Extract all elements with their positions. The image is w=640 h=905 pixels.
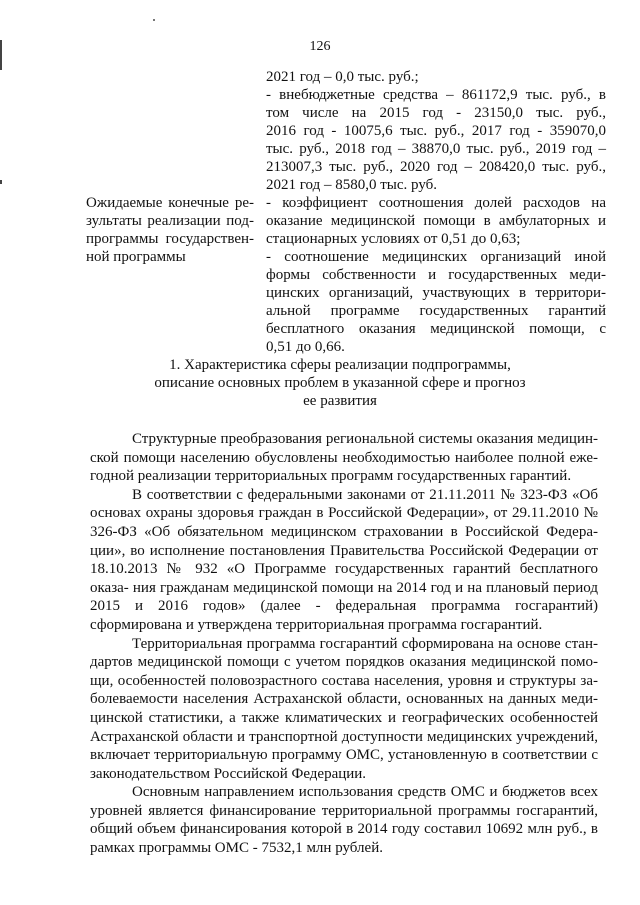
results-label-line: Ожидаемые конечные ре- — [86, 195, 254, 211]
funding-row — [86, 68, 606, 194]
funding-line: тыс. руб., 2018 год – 38870,0 тыс. руб., 2019 год – — [266, 141, 606, 157]
results-value-cell — [266, 194, 606, 356]
body-paragraph: Основным направлением использования средств ОМС и бюджетов всех уровней является финансирование территориальной программы госгарантий, общий объем финансирования которой в 2014 году составил 10692 млн руб., в рамках программы ОМС - 7532,1 млн рублей. — [90, 784, 598, 857]
section-heading — [90, 356, 590, 410]
results-line: 0,51 до 0,66. — [266, 339, 345, 355]
results-line: оказание медицинской помощи в амбулаторных и — [266, 213, 606, 229]
program-passport-table — [86, 68, 606, 356]
results-line: стационарных условиях от 0,51 до 0,63; — [266, 231, 521, 247]
funding-line: 213007,3 тыс. руб., 2020 год – 208420,0 тыс. руб., — [266, 159, 606, 175]
results-line: формы собственности и государственных меди- — [266, 267, 606, 283]
funding-value-cell — [266, 68, 606, 194]
results-line: - коэффициент соотношения долей расходов на — [266, 195, 606, 211]
results-line: - соотношение медицинских организаций иной — [266, 249, 606, 265]
results-label-line: ной программы — [86, 249, 186, 265]
funding-line: 2016 год - 10075,6 тыс. руб., 2017 год - 359070,0 — [266, 123, 606, 139]
body-paragraph: В соответствии с федеральными законами от 21.11.2011 № 323-ФЗ «Об основах охраны здоровья граждан в Российской Федерации», от 29.11.2010 № 326-ФЗ «Об обязательном медицинском страховании в Российской Федера- ции», во исполнение постановления Правительства Российской Федерации от 18.10.2013 № 932 «О Программе государственных гарантий бесплатного оказа- ния гражданам медицинской помощи на 2014 год и на плановый период 2015 и 2016 годов» (далее - федеральная программа госгарантий) сформирована и утверждена территориальная программа госгарантий. — [90, 486, 598, 633]
results-label-line: программы государствен- — [86, 231, 254, 247]
results-line: бесплатного оказания медицинской помощи, с — [266, 321, 606, 337]
funding-line: - внебюджетные средства – 861172,9 тыс. руб., в — [266, 87, 606, 103]
section-heading-line: 1. Характеристика сферы реализации подпрограммы, — [169, 357, 511, 373]
results-label-cell — [86, 194, 266, 266]
results-label-line: зультаты реализации под- — [86, 213, 254, 229]
funding-line: том числе на 2015 год - 23150,0 тыс. руб., — [266, 105, 606, 121]
section-heading-line: описание основных проблем в указанной сфере и прогноз — [154, 375, 526, 391]
body-text — [90, 430, 598, 858]
results-row — [86, 194, 606, 356]
results-line: цинских организаций, участвующих в территори- — [266, 285, 606, 301]
body-paragraph: Территориальная программа госгарантий сформирована на основе стан- дартов медицинской помощи с учетом порядков оказания медицинской помо- щи, особенностей половозрастного состава населения, уровня и структуры за- болеваемости населения Астраханской области, основанных на данных меди- цинской статистики, а также климатических и географических особенностей Астраханской области и транспортной доступности медицинских учреждений, включает территориальную программу ОМС, установленную в соответствии с законодательством Российской Федерации. — [90, 635, 598, 782]
section-heading-line: ее развития — [303, 393, 377, 409]
funding-line: 2021 год – 8580,0 тыс. руб. — [266, 177, 438, 193]
scan-edge-mark — [0, 180, 2, 184]
body-paragraph: Структурные преобразования региональной системы оказания медицин- ской помощи населению обусловлены необходимостью наиболее полной еже- годной реализации территориальных программ государственных гарантий. — [90, 431, 598, 485]
scan-speck — [153, 19, 155, 21]
page-number: 126 — [309, 39, 331, 54]
funding-line: 2021 год – 0,0 тыс. руб.; — [266, 69, 419, 85]
results-line: альной программе государственных гарантий — [266, 303, 606, 319]
